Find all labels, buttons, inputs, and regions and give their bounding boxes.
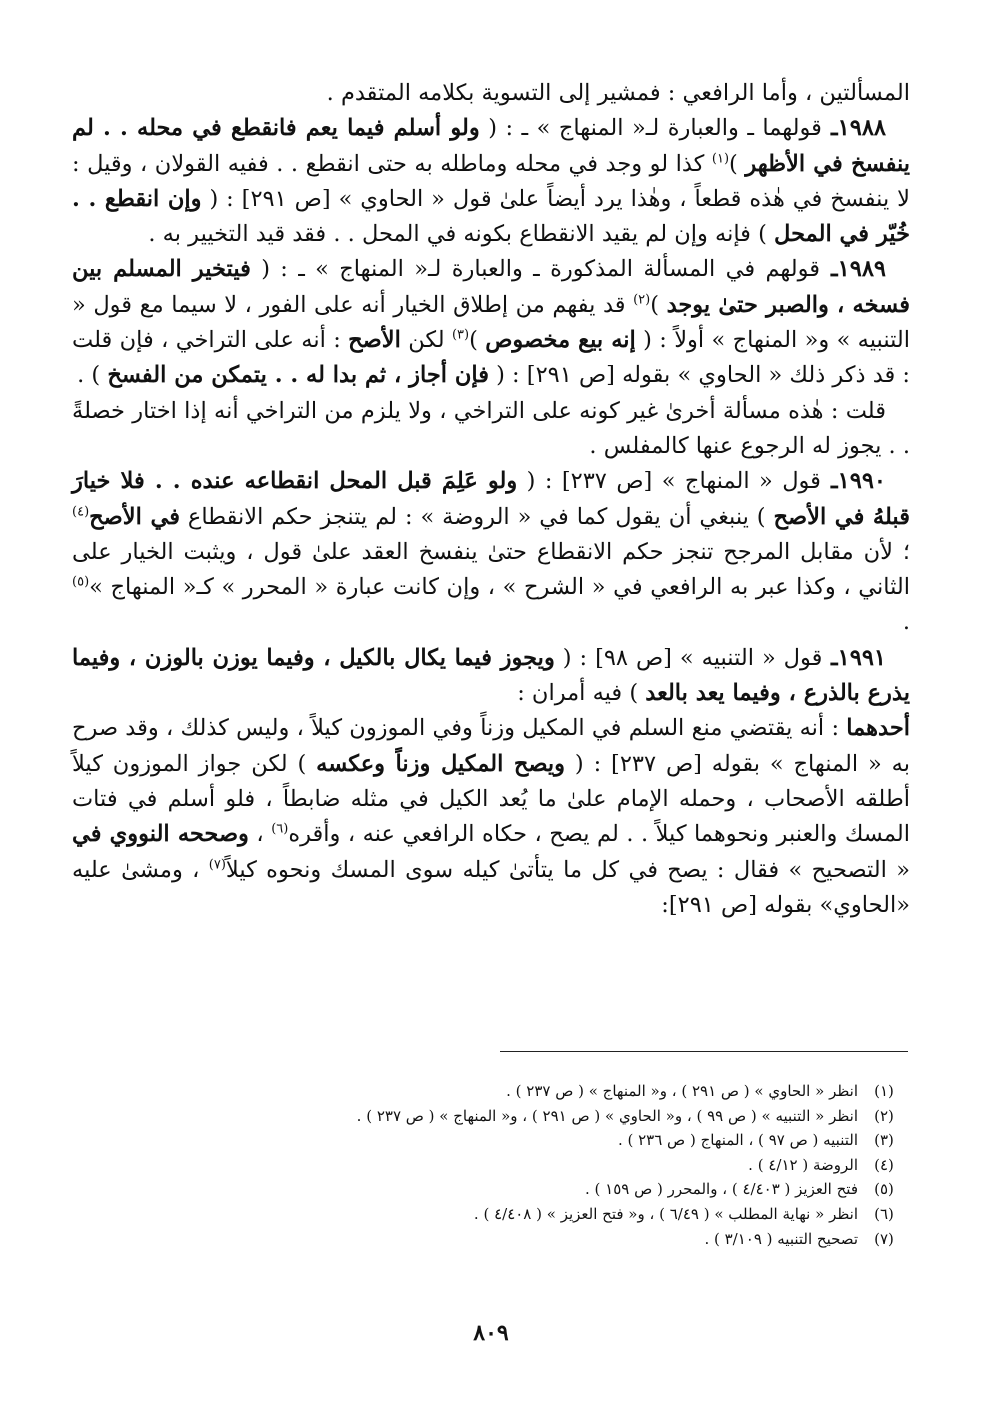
footnote-number: (٥) [874,1180,894,1199]
text-run: : أنه على التراخي ، فإن قلت : قد ذكر ذلك « الحاوي » بقوله [ص ٢٩١] : ( [72,327,910,389]
bold-run: إنه بيع مخصوص [485,327,636,354]
footnote-item [72,1177,910,1202]
text-run: : أنه يقتضي منع السلم في المكيل وزناً وفي الموزون كيلاً ، وليس كذلك ، وقد صرح به « المنهاج » بقوله [ص ٢٣٧] : ( [72,715,911,777]
text-run: ) فإنه وإن لم يقيد الانقطاع بكونه في المحل . . فقد قيد التخيير به . [148,221,775,248]
footnote-item [72,1202,910,1227]
text-run: المسألتين ، وأما الرافعي : فمشير إلى التسوية بكلامه المتقدم . [326,80,910,106]
paragraph-p0 [72,76,910,111]
footnote-item [72,1227,910,1252]
bold-run: ويصح المكيل وزناً وعكسه [316,750,566,777]
text-run: ) لكن جواز الموزون كيلاً أطلقه الأصحاب ، وحمله الإمام علىٰ ما يُعد الكيل في مثله ضابطاً ، فلو أسلم في فتات المسك والعنبر ونحوهما كيلاً . . لم يصح ، حكاه الرافعي عنه ، وأقره [72,750,910,848]
paragraph-pq [72,394,910,465]
text-run: ، ومشىٰ عليه «الحاوي» بقوله [ص ٢٩١]: [72,856,910,918]
footnote-ref: (٧) [208,857,226,873]
paragraph-pah [72,711,910,923]
text-run: ) [469,327,486,354]
footnote-text: فتح العزيز ( ٤/٤٠٣ ) ، والمحرر ( ص ١٥٩ ) . [584,1180,858,1199]
text-run: . [902,609,910,636]
text-run: لكن [400,327,452,354]
paragraph-p1991 [72,641,910,712]
footnote-text: تصحيح التنبيه ( ٣/١٠٩ ) . [704,1229,858,1248]
text-run: قولهم في المسألة المذكورة ـ والعبارة لـ« المنهاج » ـ : ( [250,256,821,283]
text-run: قولهما ـ والعبارة لـ« المنهاج » ـ : ( [479,115,822,142]
text-run: ) [650,291,667,318]
footnote-item [72,1104,910,1129]
footnote-separator [500,1051,908,1052]
text-run: قد يفهم من إطلاق الخيار أنه على الفور ، لا سيما مع قول « التنبيه » و« المنهاج » أولاً : ( [72,291,911,354]
bold-run: أحدهما [846,715,910,742]
bold-run: في الأصح [89,503,180,530]
footnote-number: (٢) [874,1106,894,1125]
footnote-number: (٧) [874,1229,894,1248]
footnote-ref: (٢) [633,292,651,308]
text-run: ) [729,150,746,177]
footnote-text: انظر « الحاوي » ( ص ٢٩١ ) ، و« المنهاج » ( ص ٢٣٧ ) . [506,1082,858,1100]
bold-run: وصححه النووي في [72,821,249,848]
footnote-ref: (٣) [451,327,470,343]
footnote-text: الروضة ( ٤/١٢ ) . [748,1155,858,1174]
text-run: قلت : هٰذه مسألة أخرىٰ غير كونه على التراخي ، ولا يلزم من التراخي أنه إذا اختار خصلةً . . يجوز له الرجوع عنها كالمفلس . [72,397,910,459]
page-number: ٨٠٩ [473,1320,509,1346]
footnote-ref: (٥) [72,574,90,590]
footnote-text: التنبيه ( ص ٩٧ ) ، المنهاج ( ص ٢٣٦ ) . [617,1131,858,1150]
paragraph-p1988 [72,111,910,252]
footnote-text: انظر « نهاية المطلب » ( ٦/٤٩ ) ، و« فتح العزيز » ( ٤/٤٠٨ ) . [473,1204,858,1223]
bold-run: ولو أسلم فيما يعم فانقطع في محله . . لم ينفسخ في الأظهر [72,115,911,177]
footnotes [72,1079,910,1251]
text-run: كذا لو وجد في محله وماطله به حتى انقطع . . ففيه القولان ، وقيل : لا ينفسخ في هٰذه قطعاً ، وهٰذا يرد أيضاً علىٰ قول « الحاوي » [ص ٢٩١] : ( [72,150,911,212]
footnote-item [72,1153,910,1178]
text-run: ، [248,821,272,848]
text-run: ) فيه أمران : [517,680,646,707]
footnote-number: (٣) [874,1131,894,1150]
footnote-ref: (١) [711,151,730,167]
bold-run: ١٩٨٩ـ [820,256,886,283]
paragraph-p1990 [72,464,910,640]
paragraph-p1989 [72,252,910,393]
text-run: ) ينبغي أن يقول كما في « الروضة » : لم يتنجز حكم الانقطاع [179,503,774,530]
bold-run: فإن أجاز ، ثم بدا له . . يتمكن من الفسخ [107,362,489,389]
text-run: ؛ لأن مقابل المرجح تنجز حكم الانقطاع حتىٰ ينفسخ العقد علىٰ قول ، ويثبت الخيار على الثاني ، وكذا عبر به الرافعي في « الشرح » ، وإن كانت عبارة « المحرر » كـ« المنهاج » [72,538,910,601]
text-run: قول « التنبيه » [ص ٩٨] : ( [554,644,823,671]
bold-run: ١٩٩١ـ [822,644,886,671]
footnote-item [72,1128,910,1153]
bold-run: ١٩٩٠ـ [820,468,886,495]
footnote-number: (١) [874,1082,894,1100]
bold-run: فيتخير المسلم بين فسخه ، والصبر حتىٰ يوجد [72,256,910,318]
text-run: ) . [77,362,108,389]
bold-run: ١٩٨٨ـ [821,115,886,142]
bold-run: وإن انقطع . . خُيّر في المحل [72,185,910,248]
footnote-ref: (٦) [271,821,289,837]
main-text [72,76,910,923]
footnote-text: انظر « التنبيه » ( ص ٩٩ ) ، و« الحاوي » ( ص ٢٩١ ) ، و« المنهاج » ( ص ٢٣٧ ) . [356,1106,858,1125]
text-run: « التصحيح » فقال : يصح في كل ما يتأتىٰ كيله سوى المسك ونحوه كيلاً [225,856,910,883]
bold-run: ولو عَلِمَ قبل المحل انقطاعه عنده . . فلا خيارَ قبلهُ في الأصح [72,468,910,530]
bold-run: ويجوز فيما يكال بالكيل ، وفيما يوزن بالوزن ، وفيما يذرع بالذرع ، وفيما يعد بالعد [72,644,910,707]
footnote-ref: (٤) [72,504,90,520]
footnote-item [72,1079,910,1104]
footnote-number: (٦) [874,1204,894,1223]
text-run: قول « المنهاج » [ص ٢٣٧] : ( [517,468,821,495]
bold-run: الأصح [348,327,401,354]
footnote-number: (٤) [874,1155,894,1174]
